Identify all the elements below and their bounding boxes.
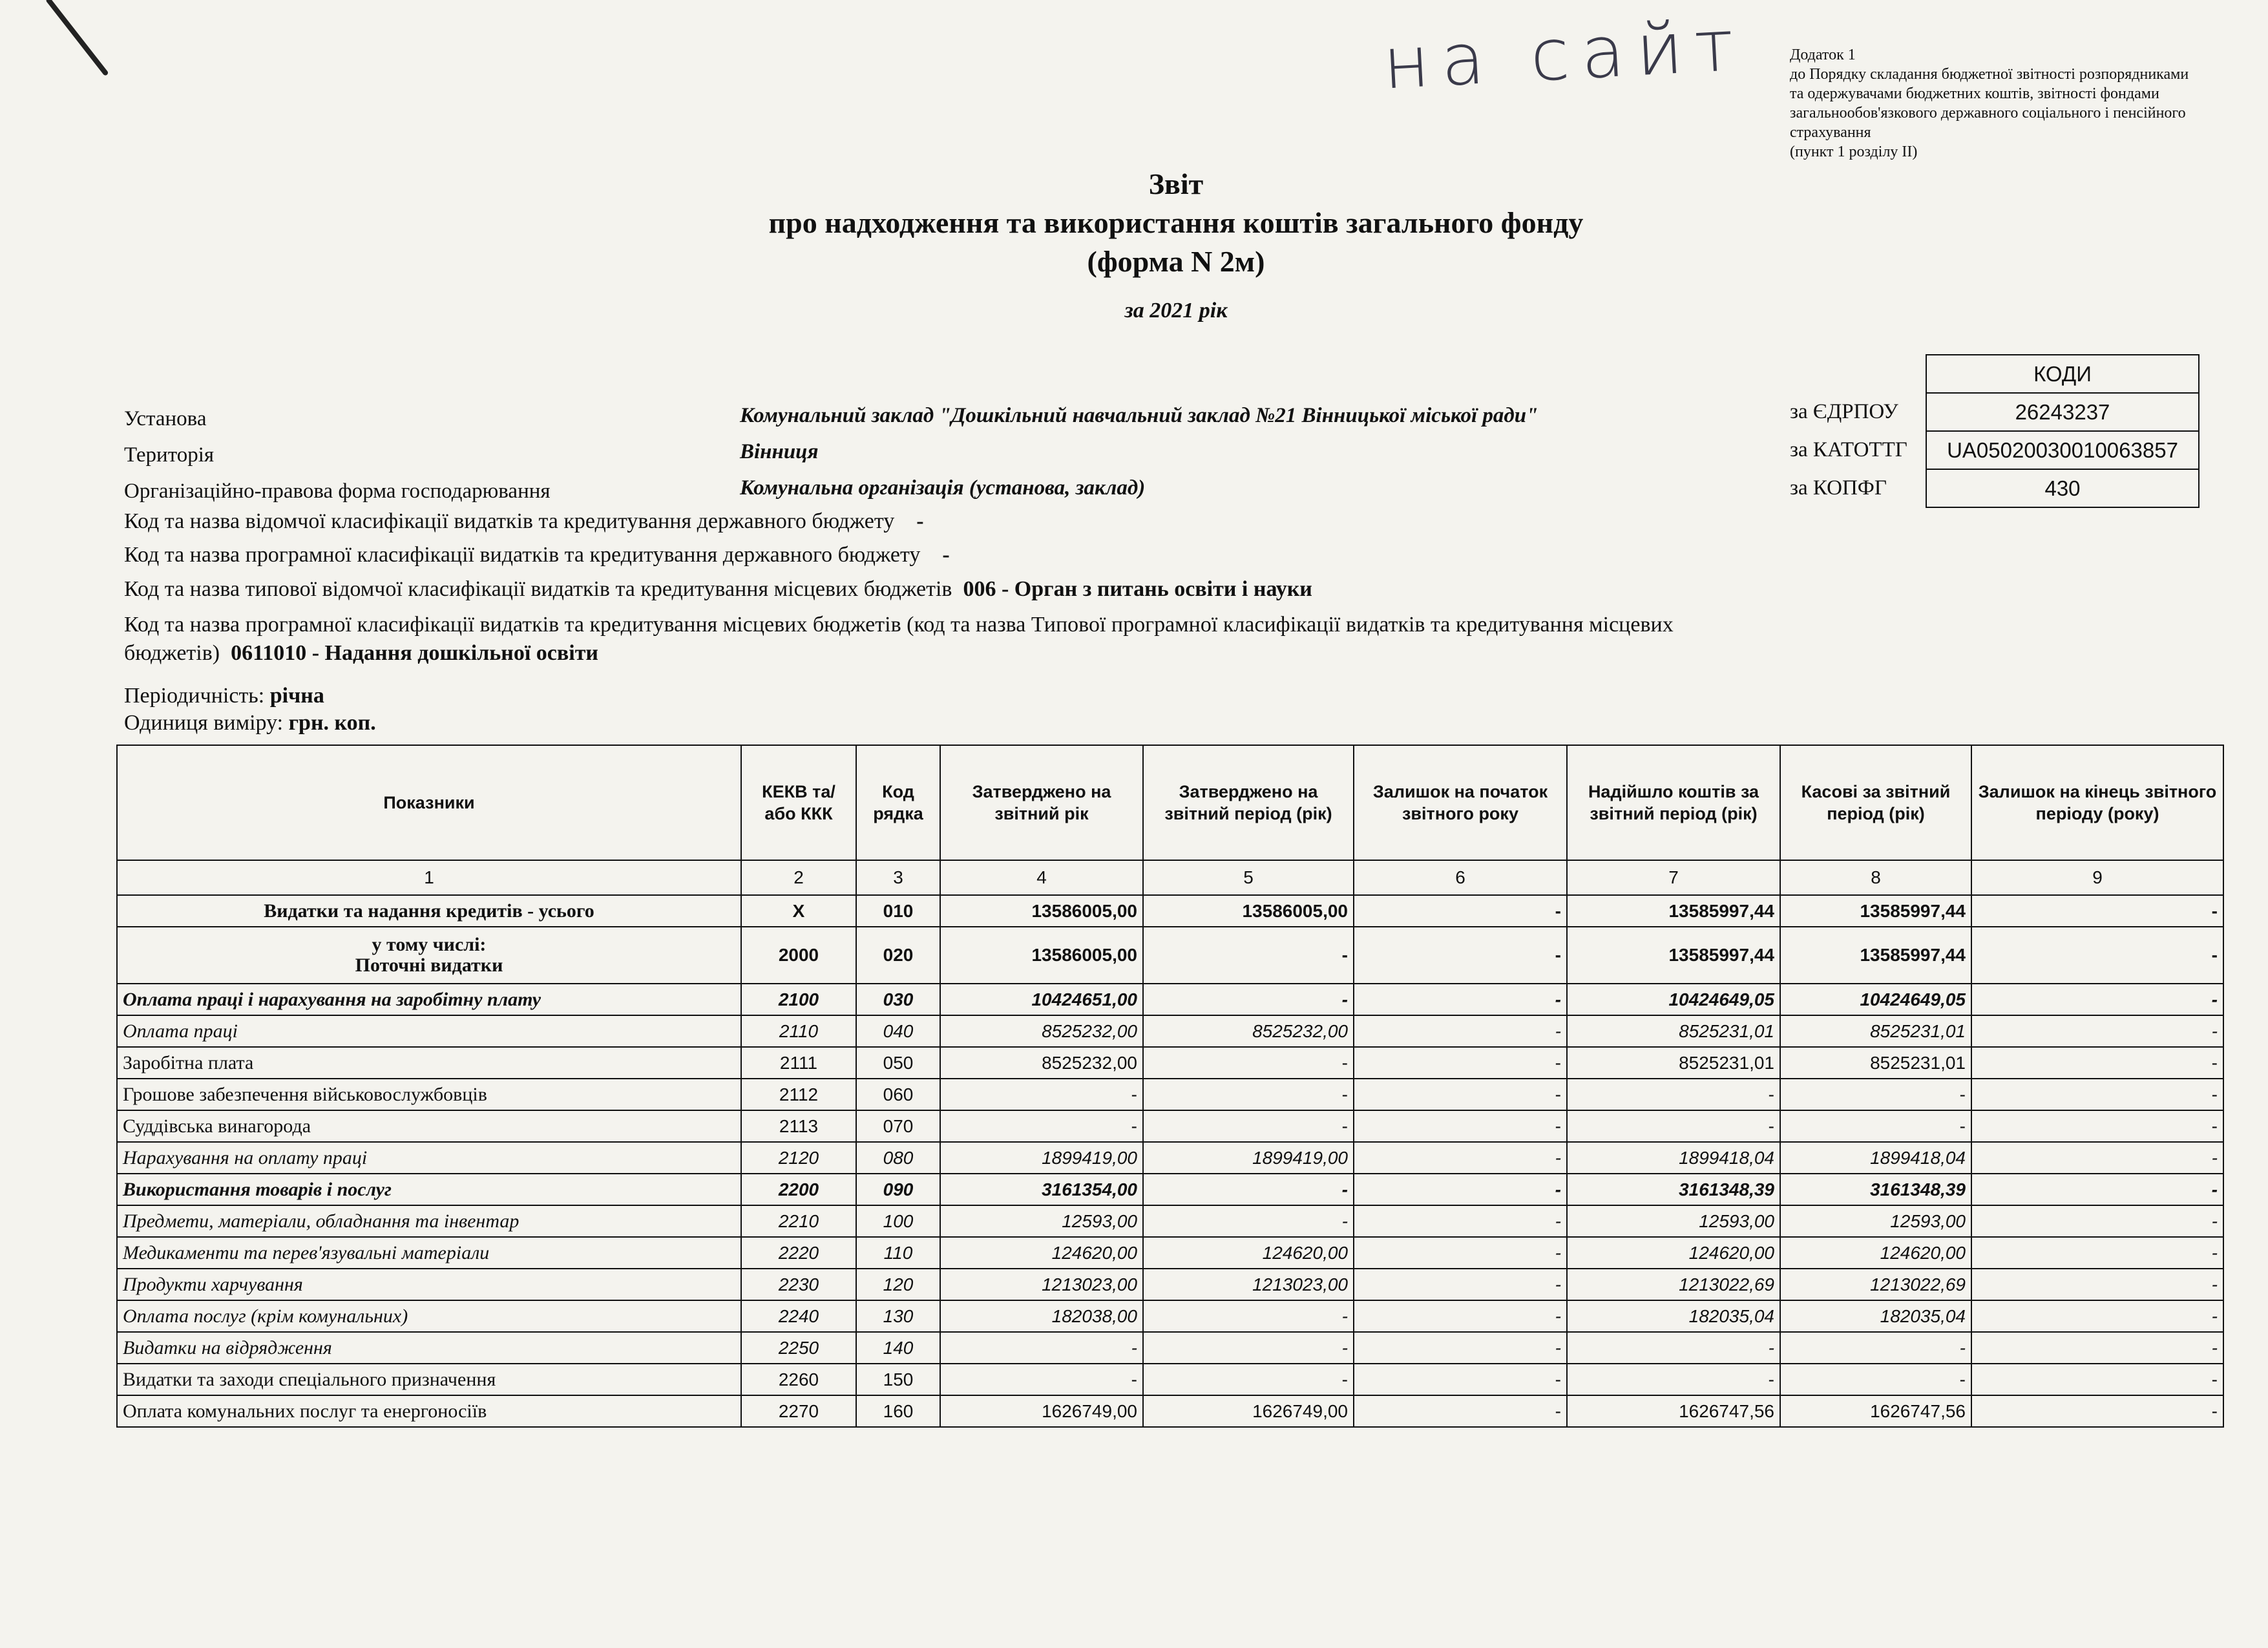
row-end-balance: - xyxy=(1971,1269,2223,1300)
row-name: Видатки на відрядження xyxy=(117,1332,741,1364)
institution-label: Установа xyxy=(124,407,207,430)
row-name: Видатки та заходи спеціального призначення xyxy=(117,1364,741,1395)
row-approved-period: 1626749,00 xyxy=(1143,1395,1354,1427)
table-row xyxy=(117,1174,2223,1205)
row-approved-year: 12593,00 xyxy=(940,1205,1143,1237)
row-code: 110 xyxy=(856,1237,940,1269)
row-cash: - xyxy=(1780,1079,1971,1110)
row-approved-period: - xyxy=(1143,1205,1354,1237)
addendum-line: та одержувачами бюджетних коштів, звітності фондами xyxy=(1790,85,2159,102)
row-name: Суддівська винагорода xyxy=(117,1110,741,1142)
row-cash: 182035,04 xyxy=(1780,1300,1971,1332)
row-approved-period: 1213023,00 xyxy=(1143,1269,1354,1300)
row-code: 120 xyxy=(856,1269,940,1300)
row-cash: 1899418,04 xyxy=(1780,1142,1971,1174)
col-header: КЕКВ та/або ККК xyxy=(741,745,856,860)
col-header: Залишок на початок звітного року xyxy=(1354,745,1567,860)
row-approved-period: - xyxy=(1143,927,1354,984)
col-header: Код рядка xyxy=(856,745,940,860)
row-start-balance: - xyxy=(1354,984,1567,1015)
row-received: 10424649,05 xyxy=(1567,984,1780,1015)
row-approved-year: - xyxy=(940,1332,1143,1364)
row-kekv: 2250 xyxy=(741,1332,856,1364)
row-received: 13585997,44 xyxy=(1567,927,1780,984)
row-name-line: у тому числі: xyxy=(372,934,487,955)
classification-value: - xyxy=(942,543,950,567)
classification-text: Код та назва відомчої класифікації видатків та кредитування державного бюджету xyxy=(124,509,895,533)
row-name: Оплата праці xyxy=(117,1015,741,1047)
col-header: Залишок на кінець звітного періоду (року) xyxy=(1971,745,2223,860)
row-start-balance: - xyxy=(1354,1015,1567,1047)
classification-line-4 xyxy=(124,611,1675,668)
row-approved-year: 1213023,00 xyxy=(940,1269,1143,1300)
row-start-balance: - xyxy=(1354,1142,1567,1174)
row-received: 124620,00 xyxy=(1567,1237,1780,1269)
table-row xyxy=(117,1047,2223,1079)
classification-value: 006 - Орган з питань освіти і науки xyxy=(963,577,1312,601)
row-code: 140 xyxy=(856,1332,940,1364)
row-name-line: Поточні видатки xyxy=(355,955,503,976)
row-cash: 1626747,56 xyxy=(1780,1395,1971,1427)
codes-table xyxy=(1783,354,2200,508)
row-approved-period: 13586005,00 xyxy=(1143,895,1354,927)
row-start-balance: - xyxy=(1354,1237,1567,1269)
classification-value: - xyxy=(916,509,924,533)
row-kekv: 2210 xyxy=(741,1205,856,1237)
col-number: 4 xyxy=(940,860,1143,895)
col-header: Показники xyxy=(117,745,741,860)
row-name: Нарахування на оплату праці xyxy=(117,1142,741,1174)
row-cash: 12593,00 xyxy=(1780,1205,1971,1237)
kopfg-code: 430 xyxy=(1926,469,2199,507)
periodicity xyxy=(124,684,324,708)
row-received: - xyxy=(1567,1079,1780,1110)
row-kekv: 2120 xyxy=(741,1142,856,1174)
row-code: 160 xyxy=(856,1395,940,1427)
row-name xyxy=(117,927,741,984)
row-approved-year: 13586005,00 xyxy=(940,895,1143,927)
row-cash: - xyxy=(1780,1332,1971,1364)
row-kekv: 2110 xyxy=(741,1015,856,1047)
periodicity-label: Періодичність: xyxy=(124,684,265,708)
row-kekv: 2200 xyxy=(741,1174,856,1205)
row-end-balance: - xyxy=(1971,1364,2223,1395)
row-approved-year: - xyxy=(940,1364,1143,1395)
row-approved-year: - xyxy=(940,1110,1143,1142)
row-code: 070 xyxy=(856,1110,940,1142)
periodicity-value: річна xyxy=(269,684,324,708)
row-start-balance: - xyxy=(1354,1395,1567,1427)
col-header: Надійшло коштів за звітний період (рік) xyxy=(1567,745,1780,860)
row-cash: 1213022,69 xyxy=(1780,1269,1971,1300)
row-start-balance: - xyxy=(1354,1079,1567,1110)
row-kekv: 2113 xyxy=(741,1110,856,1142)
codes-header: КОДИ xyxy=(1926,355,2199,393)
pen-mark xyxy=(45,0,109,76)
table-row xyxy=(117,927,2223,984)
row-approved-period: 124620,00 xyxy=(1143,1237,1354,1269)
row-kekv: 2111 xyxy=(741,1047,856,1079)
row-kekv: 2220 xyxy=(741,1237,856,1269)
row-approved-year: - xyxy=(940,1079,1143,1110)
row-name: Грошове забезпечення військовослужбовців xyxy=(117,1079,741,1110)
kopfg-label: за КОПФГ xyxy=(1790,476,1887,500)
row-approved-year: 8525232,00 xyxy=(940,1015,1143,1047)
addendum-line: Додаток 1 xyxy=(1790,47,1856,63)
handwritten-note: на сайт xyxy=(1381,3,1747,105)
row-kekv: 2240 xyxy=(741,1300,856,1332)
row-received: - xyxy=(1567,1364,1780,1395)
row-received: 182035,04 xyxy=(1567,1300,1780,1332)
col-number: 8 xyxy=(1780,860,1971,895)
row-name: Медикаменти та перев'язувальні матеріали xyxy=(117,1237,741,1269)
row-received: - xyxy=(1567,1110,1780,1142)
row-name: Предмети, матеріали, обладнання та інвентар xyxy=(117,1205,741,1237)
row-approved-period: - xyxy=(1143,984,1354,1015)
row-kekv: X xyxy=(741,895,856,927)
row-code: 010 xyxy=(856,895,940,927)
row-code: 080 xyxy=(856,1142,940,1174)
row-end-balance: - xyxy=(1971,984,2223,1015)
row-start-balance: - xyxy=(1354,1047,1567,1079)
table-row xyxy=(117,1395,2223,1427)
row-start-balance: - xyxy=(1354,1364,1567,1395)
institution-value: Комунальний заклад "Дошкільний навчальний заклад №21 Вінницької міської ради" xyxy=(740,404,1538,427)
row-approved-year: 1899419,00 xyxy=(940,1142,1143,1174)
table-row xyxy=(117,1142,2223,1174)
row-cash: 10424649,05 xyxy=(1780,984,1971,1015)
unit-value: грн. коп. xyxy=(288,711,376,735)
row-approved-period: 8525232,00 xyxy=(1143,1015,1354,1047)
row-code: 060 xyxy=(856,1079,940,1110)
row-end-balance: - xyxy=(1971,1205,2223,1237)
row-kekv: 2260 xyxy=(741,1364,856,1395)
unit-label: Одиниця виміру: xyxy=(124,711,284,735)
row-end-balance: - xyxy=(1971,1047,2223,1079)
row-end-balance: - xyxy=(1971,1237,2223,1269)
row-received: 1899418,04 xyxy=(1567,1142,1780,1174)
row-name: Оплата комунальних послуг та енергоносіїв xyxy=(117,1395,741,1427)
row-start-balance: - xyxy=(1354,1269,1567,1300)
row-name: Продукти харчування xyxy=(117,1269,741,1300)
table-row xyxy=(117,1300,2223,1332)
unit xyxy=(124,711,376,735)
row-approved-year: 8525232,00 xyxy=(940,1047,1143,1079)
addendum-note xyxy=(1790,45,2236,162)
table-row xyxy=(117,984,2223,1015)
table-row xyxy=(117,1015,2223,1047)
table-row xyxy=(117,1237,2223,1269)
row-code: 100 xyxy=(856,1205,940,1237)
row-approved-year: 124620,00 xyxy=(940,1237,1143,1269)
col-number: 5 xyxy=(1143,860,1354,895)
row-start-balance: - xyxy=(1354,1110,1567,1142)
row-approved-period: - xyxy=(1143,1300,1354,1332)
row-name: Використання товарів і послуг xyxy=(117,1174,741,1205)
row-approved-period: - xyxy=(1143,1110,1354,1142)
row-code: 030 xyxy=(856,984,940,1015)
table-row xyxy=(117,1269,2223,1300)
col-number: 2 xyxy=(741,860,856,895)
row-name: Оплата праці і нарахування на заробітну плату xyxy=(117,984,741,1015)
classification-text: Код та назва типової відомчої класифікації видатків та кредитування місцевих бюджетів xyxy=(124,577,952,601)
row-cash: 13585997,44 xyxy=(1780,927,1971,984)
classification-line-2 xyxy=(124,543,950,567)
row-start-balance: - xyxy=(1354,927,1567,984)
classification-text: Код та назва програмної класифікації видатків та кредитування державного бюджету xyxy=(124,543,921,567)
report-period: за 2021 рік xyxy=(1124,299,1228,322)
row-approved-period: - xyxy=(1143,1332,1354,1364)
row-end-balance: - xyxy=(1971,1395,2223,1427)
table-row xyxy=(117,895,2223,927)
col-number: 1 xyxy=(117,860,741,895)
row-cash: - xyxy=(1780,1110,1971,1142)
row-approved-year: 3161354,00 xyxy=(940,1174,1143,1205)
row-end-balance: - xyxy=(1971,1300,2223,1332)
katottg-code: UA05020030010063857 xyxy=(1926,431,2199,469)
legal-form-label: Організаційно-правова форма господарювання xyxy=(124,480,551,503)
row-cash: 124620,00 xyxy=(1780,1237,1971,1269)
classification-text: Код та назва програмної класифікації видатків та кредитування місцевих бюджетів (код та назва Типової програмної класифікації видатків та кредитування місцевих бюджетів) xyxy=(124,613,1674,665)
row-code: 050 xyxy=(856,1047,940,1079)
row-code: 040 xyxy=(856,1015,940,1047)
classification-value: 0611010 - Надання дошкільної освіти xyxy=(231,641,598,665)
row-approved-period: - xyxy=(1143,1047,1354,1079)
row-received: 1213022,69 xyxy=(1567,1269,1780,1300)
row-kekv: 2270 xyxy=(741,1395,856,1427)
table-row xyxy=(117,1110,2223,1142)
territory-label: Територія xyxy=(124,443,215,467)
row-end-balance: - xyxy=(1971,1332,2223,1364)
edrpou-label: за ЄДРПОУ xyxy=(1790,400,1898,423)
row-approved-period: 1899419,00 xyxy=(1143,1142,1354,1174)
classification-line-3 xyxy=(124,577,1312,602)
col-number: 7 xyxy=(1567,860,1780,895)
row-received: - xyxy=(1567,1332,1780,1364)
col-number: 6 xyxy=(1354,860,1567,895)
row-received: 8525231,01 xyxy=(1567,1015,1780,1047)
row-approved-year: 13586005,00 xyxy=(940,927,1143,984)
title-line: (форма N 2м) xyxy=(1087,245,1265,278)
row-code: 130 xyxy=(856,1300,940,1332)
row-end-balance: - xyxy=(1971,1142,2223,1174)
row-code: 020 xyxy=(856,927,940,984)
row-received: 1626747,56 xyxy=(1567,1395,1780,1427)
row-start-balance: - xyxy=(1354,895,1567,927)
table-row xyxy=(117,1332,2223,1364)
edrpou-code: 26243237 xyxy=(1926,393,2199,431)
row-received: 12593,00 xyxy=(1567,1205,1780,1237)
addendum-line: (пункт 1 розділу ІІ) xyxy=(1790,143,1918,160)
col-number: 9 xyxy=(1971,860,2223,895)
row-approved-period: - xyxy=(1143,1174,1354,1205)
row-end-balance: - xyxy=(1971,895,2223,927)
table-row xyxy=(117,1364,2223,1395)
legal-form-value: Комунальна організація (установа, заклад) xyxy=(740,476,1146,500)
row-end-balance: - xyxy=(1971,1079,2223,1110)
row-approved-year: 10424651,00 xyxy=(940,984,1143,1015)
row-approved-period: - xyxy=(1143,1079,1354,1110)
title-line: Звіт xyxy=(1148,167,1204,200)
report-table xyxy=(116,745,2224,1428)
row-name: Заробітна плата xyxy=(117,1047,741,1079)
col-header: Затверджено на звітний рік xyxy=(940,745,1143,860)
row-approved-period: - xyxy=(1143,1364,1354,1395)
row-cash: 8525231,01 xyxy=(1780,1047,1971,1079)
row-kekv: 2000 xyxy=(741,927,856,984)
row-code: 090 xyxy=(856,1174,940,1205)
addendum-line: до Порядку складання бюджетної звітності розпорядниками xyxy=(1790,66,2189,83)
row-start-balance: - xyxy=(1354,1332,1567,1364)
row-received: 13585997,44 xyxy=(1567,895,1780,927)
row-cash: - xyxy=(1780,1364,1971,1395)
col-number: 3 xyxy=(856,860,940,895)
addendum-line: загальнообов'язкового державного соціального і пенсійного xyxy=(1790,105,2186,121)
row-name: Оплата послуг (крім комунальних) xyxy=(117,1300,741,1332)
table-row xyxy=(117,1205,2223,1237)
column-numbers-row xyxy=(117,860,2223,895)
col-header: Касові за звітний період (рік) xyxy=(1780,745,1971,860)
row-approved-year: 182038,00 xyxy=(940,1300,1143,1332)
col-header: Затверджено на звітний період (рік) xyxy=(1143,745,1354,860)
row-end-balance: - xyxy=(1971,927,2223,984)
row-cash: 3161348,39 xyxy=(1780,1174,1971,1205)
row-kekv: 2112 xyxy=(741,1079,856,1110)
addendum-line: страхування xyxy=(1790,124,1871,141)
row-start-balance: - xyxy=(1354,1300,1567,1332)
katottg-label: за КАТОТТГ xyxy=(1790,438,1907,461)
row-received: 8525231,01 xyxy=(1567,1047,1780,1079)
row-start-balance: - xyxy=(1354,1174,1567,1205)
row-code: 150 xyxy=(856,1364,940,1395)
table-header-row xyxy=(117,745,2223,860)
row-start-balance: - xyxy=(1354,1205,1567,1237)
row-cash: 8525231,01 xyxy=(1780,1015,1971,1047)
table-row xyxy=(117,1079,2223,1110)
row-name: Видатки та надання кредитів - усього xyxy=(117,895,741,927)
title-line: про надходження та використання коштів загального фонду xyxy=(768,206,1584,239)
report-title xyxy=(0,165,2268,330)
row-end-balance: - xyxy=(1971,1110,2223,1142)
row-kekv: 2100 xyxy=(741,984,856,1015)
classification-line-1 xyxy=(124,509,924,534)
territory-value: Вінниця xyxy=(740,440,819,463)
row-cash: 13585997,44 xyxy=(1780,895,1971,927)
row-received: 3161348,39 xyxy=(1567,1174,1780,1205)
row-kekv: 2230 xyxy=(741,1269,856,1300)
row-end-balance: - xyxy=(1971,1015,2223,1047)
row-end-balance: - xyxy=(1971,1174,2223,1205)
row-approved-year: 1626749,00 xyxy=(940,1395,1143,1427)
